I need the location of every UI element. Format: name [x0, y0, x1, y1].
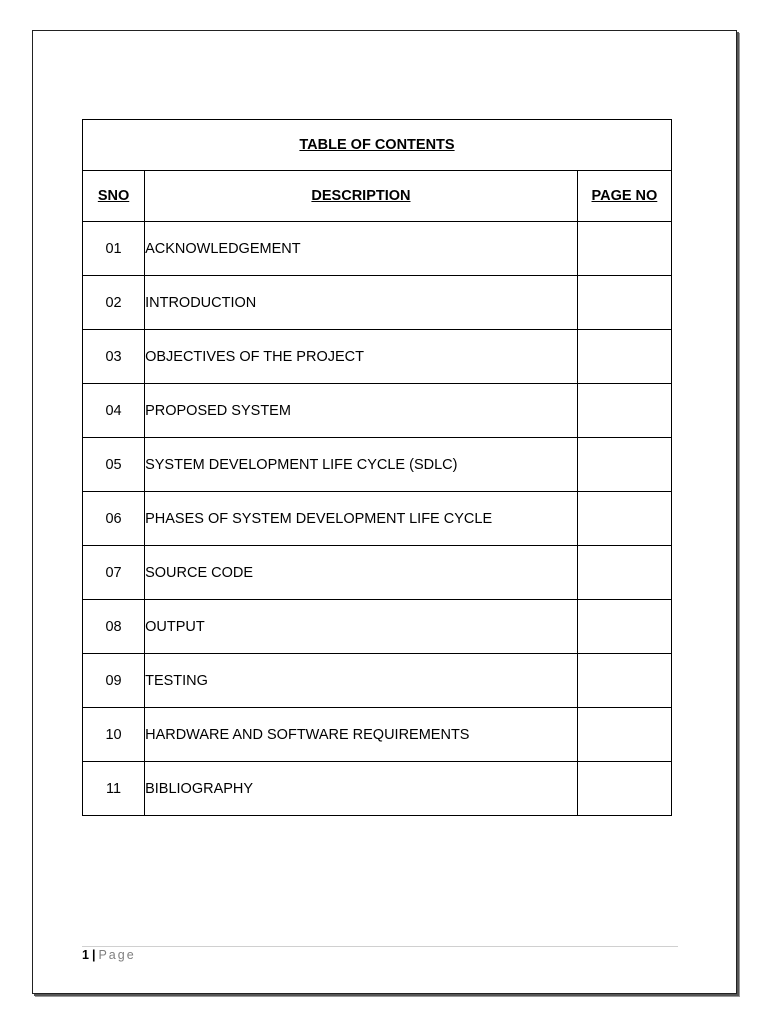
row-description: ACKNOWLEDGEMENT	[145, 222, 578, 276]
table-row	[83, 708, 672, 762]
toc-title: TABLE OF CONTENTS	[83, 120, 672, 171]
header-sno: SNO	[83, 171, 145, 222]
row-page-no	[577, 384, 671, 438]
footer-separator: |	[91, 948, 96, 962]
table-row	[83, 330, 672, 384]
row-sno: 07	[83, 546, 145, 600]
row-sno: 08	[83, 600, 145, 654]
table-row	[83, 546, 672, 600]
row-sno: 11	[83, 762, 145, 816]
header-description: DESCRIPTION	[145, 171, 578, 222]
footer-page-word: Page	[98, 948, 136, 962]
row-sno: 01	[83, 222, 145, 276]
table-row	[83, 600, 672, 654]
row-page-no	[577, 492, 671, 546]
row-description: HARDWARE AND SOFTWARE REQUIREMENTS	[145, 708, 578, 762]
row-description: OBJECTIVES OF THE PROJECT	[145, 330, 578, 384]
table-row	[83, 762, 672, 816]
row-description: PROPOSED SYSTEM	[145, 384, 578, 438]
row-sno: 05	[83, 438, 145, 492]
row-sno: 10	[83, 708, 145, 762]
row-sno: 06	[83, 492, 145, 546]
row-page-no	[577, 708, 671, 762]
row-description: TESTING	[145, 654, 578, 708]
row-page-no	[577, 438, 671, 492]
row-sno: 02	[83, 276, 145, 330]
row-page-no	[577, 546, 671, 600]
row-page-no	[577, 222, 671, 276]
table-row	[83, 654, 672, 708]
row-description: INTRODUCTION	[145, 276, 578, 330]
table-row	[83, 438, 672, 492]
row-page-no	[577, 654, 671, 708]
table-of-contents	[82, 119, 672, 816]
row-page-no	[577, 762, 671, 816]
row-description: PHASES OF SYSTEM DEVELOPMENT LIFE CYCLE	[145, 492, 578, 546]
row-page-no	[577, 600, 671, 654]
row-description: BIBLIOGRAPHY	[145, 762, 578, 816]
row-sno: 04	[83, 384, 145, 438]
row-description: SOURCE CODE	[145, 546, 578, 600]
table-row	[83, 384, 672, 438]
page-footer	[82, 948, 136, 962]
footer-page-number: 1	[82, 948, 89, 962]
table-row	[83, 492, 672, 546]
row-page-no	[577, 276, 671, 330]
table-row	[83, 222, 672, 276]
row-sno: 03	[83, 330, 145, 384]
table-row	[83, 276, 672, 330]
row-sno: 09	[83, 654, 145, 708]
row-description: OUTPUT	[145, 600, 578, 654]
toc-header-row	[83, 171, 672, 222]
row-description: SYSTEM DEVELOPMENT LIFE CYCLE (SDLC)	[145, 438, 578, 492]
toc-title-row	[83, 120, 672, 171]
row-page-no	[577, 330, 671, 384]
footer-rule	[82, 946, 678, 947]
header-page-no: PAGE NO	[577, 171, 671, 222]
